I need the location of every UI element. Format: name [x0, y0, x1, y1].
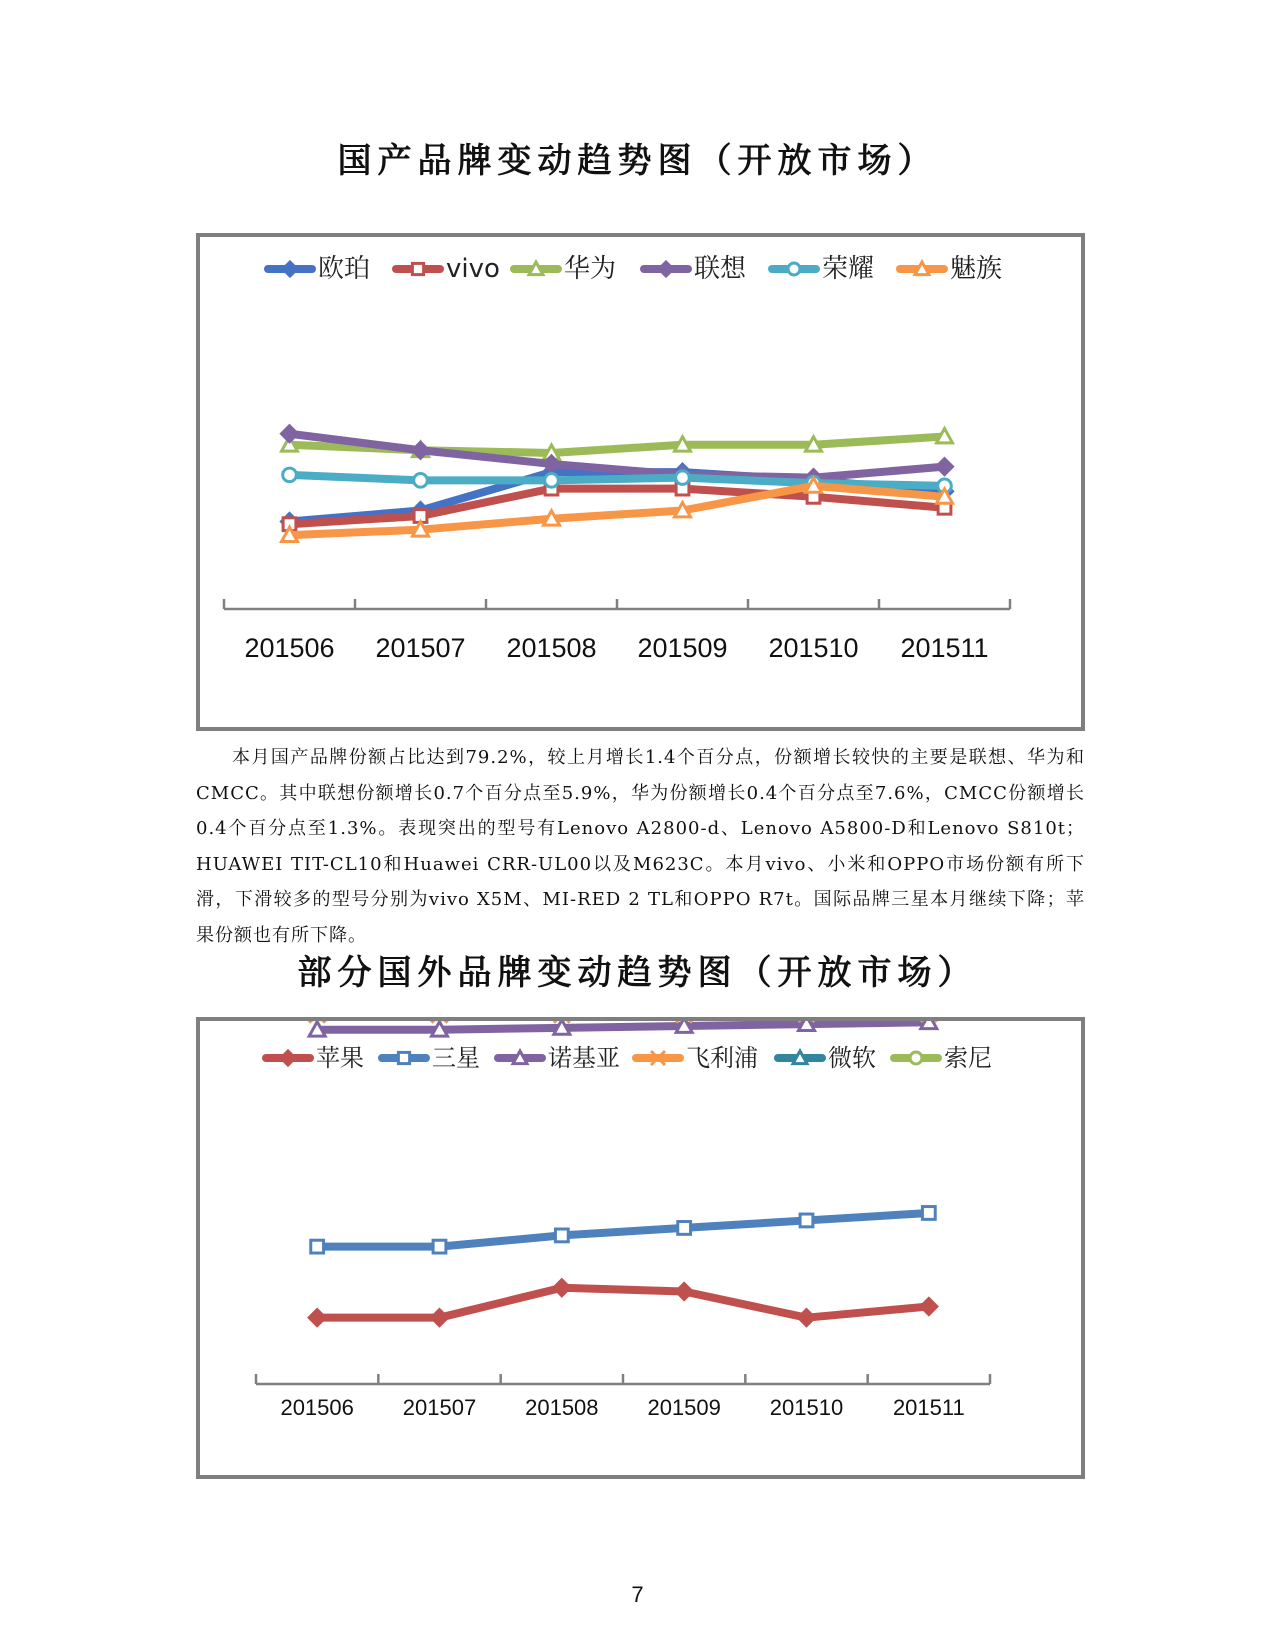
legend-marker	[412, 263, 423, 274]
legend-label: vivo	[446, 254, 500, 284]
legend-marker	[283, 262, 297, 276]
series-line	[317, 1022, 929, 1029]
page-number: 7	[631, 1582, 644, 1607]
legend-item	[266, 1044, 364, 1072]
data-point	[678, 1222, 691, 1235]
data-point	[937, 429, 953, 443]
data-point	[545, 474, 559, 488]
legend-item	[498, 1044, 620, 1072]
data-point	[555, 1229, 568, 1242]
legend-label: 欧珀	[318, 254, 371, 284]
x-tick-label: 201506	[244, 633, 335, 663]
x-tick-label: 201506	[280, 1395, 354, 1420]
x-tick-label: 201507	[402, 1395, 477, 1420]
data-point	[554, 1280, 570, 1296]
x-tick-label: 201510	[768, 633, 859, 663]
legend-item	[382, 1044, 480, 1072]
series-诺基亚	[309, 1021, 937, 1036]
data-point	[414, 474, 428, 488]
series-line	[317, 1213, 929, 1247]
legend-marker	[529, 262, 543, 275]
legend-item	[894, 1044, 992, 1072]
data-point	[799, 1310, 815, 1326]
legend-label: 诺基亚	[548, 1044, 620, 1072]
domestic-brands-line-chart	[196, 233, 1085, 731]
chart1-title: 国产品牌变动趋势图（开放市场）	[337, 141, 938, 181]
legend	[268, 254, 1002, 284]
x-axis	[224, 599, 1010, 663]
analysis-paragraph: 本月国产品牌份额占比达到79.2%，较上月增长1.4个百分点，份额增长较快的主要是联想、华为和CMCC。其中联想份额增长0.7个百分点至5.9%，华为份额增长0.4个百分点至7.6%，CMCC份额增长0.4个百分点至1.3%。表现突出的型号有Lenovo A2800-d、Lenovo A5800-D和Lenovo S810t；HUAWEI TIT-CL10和Huawei CRR-UL00以及M623C。本月vivo、小米和OPPO市场份额有所下滑，下滑较多的型号分别为vivo X5M、MI-RED 2 TL和OPPO R7t。国际品牌三星本月继续下降；苹果份额也有所下降。	[196, 747, 1085, 946]
chart2-svg	[200, 1021, 1081, 1475]
legend-label: 三星	[432, 1044, 480, 1072]
legend-marker	[910, 1052, 922, 1064]
legend-marker	[659, 262, 673, 276]
legend-item	[900, 254, 1002, 284]
data-point	[937, 459, 953, 475]
legend-marker	[788, 263, 800, 275]
chart2-title: 部分国外品牌变动趋势图（开放市场）	[297, 953, 978, 993]
legend-item	[772, 254, 874, 284]
legend-marker	[793, 1051, 807, 1064]
data-point	[432, 1022, 448, 1036]
legend-label: 魅族	[950, 254, 1003, 284]
data-point	[309, 1022, 325, 1036]
chart1-svg	[200, 237, 1081, 727]
data-point	[282, 426, 298, 442]
data-point	[554, 1021, 570, 1034]
legend-label: 华为	[564, 254, 617, 284]
legend-item	[636, 1044, 758, 1072]
data-point	[544, 511, 560, 525]
x-tick-label: 201508	[525, 1395, 599, 1420]
data-point	[921, 1298, 937, 1314]
foreign-brands-line-chart	[196, 1017, 1085, 1479]
data-point	[922, 1207, 935, 1220]
legend-item	[268, 254, 370, 284]
legend-marker	[915, 262, 929, 275]
x-tick-label: 201509	[647, 1395, 721, 1420]
data-point	[676, 471, 690, 485]
legend-marker	[398, 1052, 409, 1063]
legend-label: 苹果	[316, 1044, 364, 1072]
x-tick-label: 201510	[769, 1395, 844, 1420]
data-point	[283, 468, 297, 482]
legend-item	[396, 254, 500, 284]
legend-item	[778, 1044, 876, 1072]
series-苹果	[309, 1280, 937, 1326]
data-point	[806, 437, 822, 451]
data-point	[311, 1240, 324, 1253]
x-tick-label: 201511	[892, 1395, 965, 1420]
data-point	[433, 1240, 446, 1253]
x-tick-label: 201508	[506, 633, 597, 663]
data-point	[432, 1310, 448, 1326]
data-point	[921, 1021, 937, 1029]
legend-marker	[281, 1051, 295, 1065]
series-line	[317, 1288, 929, 1318]
x-axis	[256, 1374, 990, 1420]
legend-label: 微软	[828, 1044, 876, 1072]
data-point	[675, 437, 691, 451]
legend	[266, 1044, 992, 1072]
data-point	[800, 1214, 813, 1227]
x-tick-label: 201511	[900, 633, 989, 663]
legend-item	[644, 254, 747, 284]
data-point	[309, 1310, 325, 1326]
x-tick-label: 201509	[637, 633, 728, 663]
x-tick-label: 201507	[375, 633, 466, 663]
data-point	[675, 503, 691, 517]
legend-label: 飞利浦	[686, 1044, 758, 1072]
legend-marker	[513, 1051, 527, 1064]
legend-label: 索尼	[944, 1044, 992, 1072]
data-point	[676, 1284, 692, 1300]
series-三星	[311, 1207, 935, 1253]
legend-label: 联想	[694, 254, 747, 284]
legend-item	[514, 254, 616, 284]
series-line	[290, 489, 945, 525]
legend-label: 荣耀	[822, 254, 875, 284]
